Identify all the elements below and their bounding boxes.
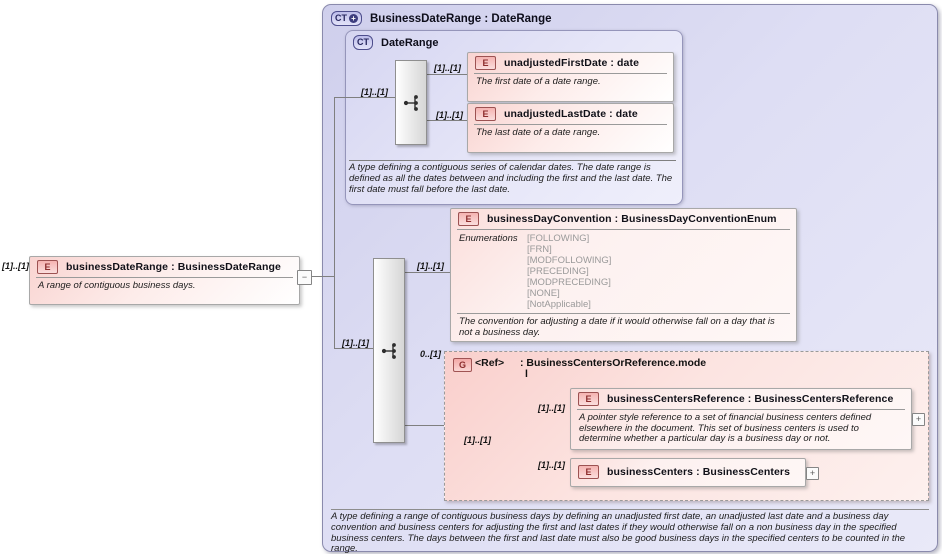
enum-value: [PRECEDING] bbox=[527, 266, 589, 277]
group-badge: G bbox=[453, 358, 472, 372]
cardinality-label: [1]..[1] bbox=[436, 110, 463, 120]
cardinality-label: 0..[1] bbox=[420, 349, 442, 359]
element-badge: E bbox=[475, 107, 496, 121]
complex-type-annotation: A type defining a range of contiguous business days by defining an unadjusted first date, an unadjusted last date and a business day convention and business centers for adjusting the first and last dates if they would otherwise fall on a non business day in the specified business centers. The days between the first and last date must also be good business days in the specified centers to be counted in the range. bbox=[331, 511, 906, 554]
ct-badge-label: CT bbox=[335, 13, 347, 23]
enumerations-label: Enumerations bbox=[459, 233, 518, 244]
cardinality-label: [1]..[1] bbox=[434, 63, 461, 73]
element-badge: E bbox=[37, 260, 58, 274]
connector bbox=[425, 120, 467, 121]
base-type-annotation: A type defining a contiguous series of calendar dates. The date range is defined as all the dates between and including the first and the last date. The first date must fall before the last date. bbox=[349, 162, 673, 195]
element-badge: E bbox=[578, 392, 599, 406]
ct-badge-label: CT bbox=[357, 37, 369, 47]
divider bbox=[331, 509, 929, 510]
element-description: The last date of a date range. bbox=[476, 127, 601, 138]
divider bbox=[349, 160, 676, 161]
group-type-line1: : BusinessCentersOrReference.mode bbox=[520, 357, 707, 369]
connector bbox=[334, 348, 373, 349]
element-badge: E bbox=[475, 56, 496, 70]
element-unadjustedfirstdate[interactable] bbox=[467, 52, 674, 102]
element-title: businessCenters : BusinessCenters bbox=[607, 466, 791, 478]
sequence-icon bbox=[402, 93, 421, 112]
cardinality-label: [1]..[1] bbox=[2, 261, 29, 271]
base-type-badge bbox=[353, 35, 373, 50]
collapse-toggle[interactable]: − bbox=[297, 270, 312, 285]
element-title: businessDayConvention : BusinessDayConventionEnum bbox=[487, 213, 777, 225]
connector-trunk bbox=[334, 97, 335, 349]
element-description: The convention for adjusting a date if it would otherwise fall on a day that is not a business day. bbox=[459, 316, 775, 338]
enum-value: [FRN] bbox=[527, 244, 552, 255]
sequence-compositor-daterange[interactable] bbox=[395, 60, 427, 145]
expand-toggle[interactable]: + bbox=[912, 413, 925, 426]
cardinality-label: [1]..[1] bbox=[361, 87, 388, 97]
cardinality-label: [1]..[1] bbox=[538, 403, 565, 413]
enum-value: [MODFOLLOWING] bbox=[527, 255, 612, 266]
connector bbox=[403, 272, 450, 273]
enum-value: [NONE] bbox=[527, 288, 560, 299]
element-businesscenters[interactable] bbox=[570, 458, 806, 487]
cardinality-label: [1]..[1] bbox=[464, 435, 491, 445]
element-businessdaterange[interactable] bbox=[29, 256, 300, 305]
enum-value: [FOLLOWING] bbox=[527, 233, 590, 244]
complex-type-badge bbox=[331, 11, 362, 26]
connector bbox=[310, 276, 334, 277]
sequence-compositor-extension[interactable] bbox=[373, 258, 405, 443]
element-title: businessCentersReference : BusinessCentersReference bbox=[607, 393, 894, 405]
connector bbox=[403, 425, 444, 426]
derived-plus-icon: + bbox=[349, 14, 358, 23]
element-description: The first date of a date range. bbox=[476, 76, 601, 87]
cardinality-label: [1]..[1] bbox=[538, 460, 565, 470]
complex-type-title: BusinessDateRange : DateRange bbox=[370, 12, 552, 25]
cardinality-label: [1]..[1] bbox=[417, 261, 444, 271]
connector bbox=[334, 97, 395, 98]
element-description: A pointer style reference to a set of financial business centers defined elsewhere in the document. This set of business centers is used to determine whether a particular day is a business day or not. bbox=[579, 412, 872, 444]
element-unadjustedlastdate[interactable] bbox=[467, 103, 674, 153]
element-businesscentersreference[interactable] bbox=[570, 388, 912, 450]
group-type-line2: l bbox=[525, 368, 528, 380]
sequence-icon bbox=[380, 341, 399, 360]
element-badge: E bbox=[578, 465, 599, 479]
element-title: unadjustedFirstDate : date bbox=[504, 57, 640, 69]
element-badge: E bbox=[458, 212, 479, 226]
element-title: businessDateRange : BusinessDateRange bbox=[66, 261, 281, 273]
expand-toggle[interactable]: + bbox=[806, 467, 819, 480]
element-description: A range of contiguous business days. bbox=[38, 280, 196, 291]
cardinality-label: [1]..[1] bbox=[342, 338, 369, 348]
element-businessdayconvention[interactable] bbox=[450, 208, 797, 342]
group-name: <Ref> bbox=[475, 357, 505, 369]
enum-value: [MODPRECEDING] bbox=[527, 277, 611, 288]
enumerations-section bbox=[451, 230, 796, 312]
element-title: unadjustedLastDate : date bbox=[504, 108, 638, 120]
enum-value: [NotApplicable] bbox=[527, 299, 591, 310]
connector bbox=[425, 74, 467, 75]
base-type-title: DateRange bbox=[381, 36, 439, 49]
enumerations-values bbox=[527, 233, 611, 310]
